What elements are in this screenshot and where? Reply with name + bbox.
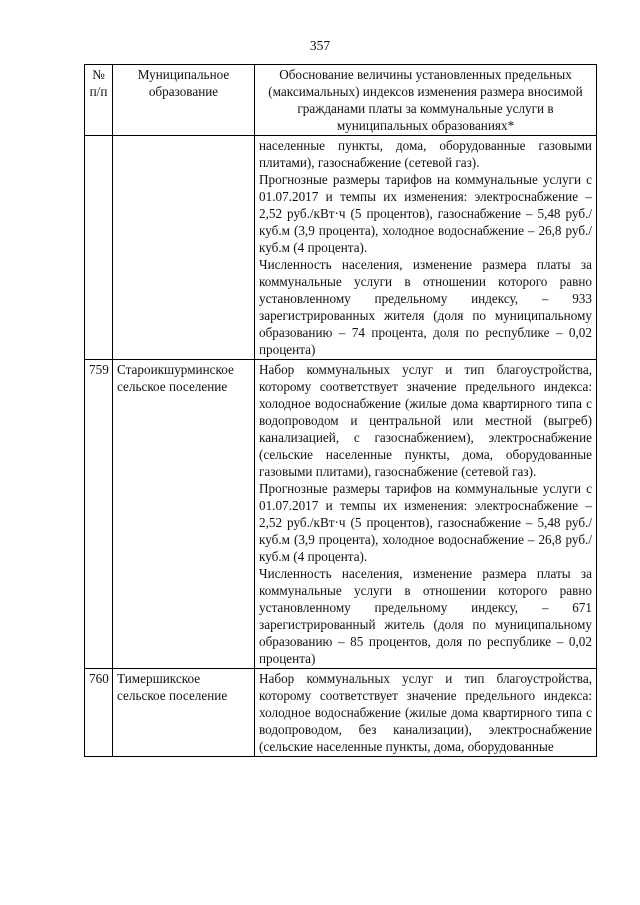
row-justification xyxy=(255,136,597,360)
header-num: № п/п xyxy=(85,65,113,136)
header-justification: Обоснование величины установленных предельных (максимальных) индексов изменения размера вносимой гражданами платы за коммунальные услуги в муниципальных образованиях* xyxy=(255,65,597,136)
row-municipality: Староикшурминское сельское поселение xyxy=(113,360,255,669)
paragraph: Набор коммунальных услуг и тип благоустройства, которому соответствует значение предельного индекса: холодное водоснабжение (жилые дома квартирного типа с водопроводом и центральной или местной (выгреб) канализацией, с газоснабжением), электроснабжение (сельские населенные пункты, дома, оборудованные газовыми плитами), газоснабжение (сетевой газ). xyxy=(259,362,592,479)
row-justification xyxy=(255,669,597,757)
table-row xyxy=(85,669,597,757)
paragraph: Прогнозные размеры тарифов на коммунальные услуги с 01.07.2017 и темпы их изменения: электроснабжение – 2,52 руб./кВт·ч (5 процентов), газоснабжение – 5,48 руб./куб.м (3,9 процента), холодное водоснабжение – 26,8 руб./куб.м (4 процента). xyxy=(259,481,592,564)
row-justification xyxy=(255,360,597,669)
paragraph: Численность населения, изменение размера платы за коммунальные услуги в отношении которого равно установленному предельному индексу, – 671 зарегистрированный житель (доля по муниципальному образованию – 85 процентов, доля по республике – 0,02 процента) xyxy=(259,566,592,666)
row-number: 760 xyxy=(85,669,113,757)
table-row xyxy=(85,360,597,669)
row-number: 759 xyxy=(85,360,113,669)
table-header-row xyxy=(85,65,597,136)
table-row xyxy=(85,136,597,360)
paragraph: Численность населения, изменение размера платы за коммунальные услуги в отношении которого равно установленному предельному индексу, – 933 зарегистрированных жителя (доля по муниципальному образованию – 74 процента, доля по республике – 0,02 процента) xyxy=(259,257,592,357)
header-municipality: Муниципальное образование xyxy=(113,65,255,136)
row-municipality: Тимершикское сельское поселение xyxy=(113,669,255,757)
row-municipality xyxy=(113,136,255,360)
page-number: 357 xyxy=(309,38,331,53)
row-number xyxy=(85,136,113,360)
tariff-table xyxy=(84,64,597,757)
paragraph: Прогнозные размеры тарифов на коммунальные услуги с 01.07.2017 и темпы их изменения: электроснабжение – 2,52 руб./кВт·ч (5 процентов), газоснабжение – 5,48 руб./куб.м (3,9 процента), холодное водоснабжение – 26,8 руб./куб.м (4 процента). xyxy=(259,172,592,255)
paragraph: населенные пункты, дома, оборудованные газовыми плитами), газоснабжение (сетевой газ). xyxy=(259,138,592,170)
paragraph: Набор коммунальных услуг и тип благоустройства, которому соответствует значение предельного индекса: холодное водоснабжение (жилые дома квартирного типа с водопроводом, без канализации), электроснабжение (сельские населенные пункты, дома, оборудованные xyxy=(259,671,592,754)
